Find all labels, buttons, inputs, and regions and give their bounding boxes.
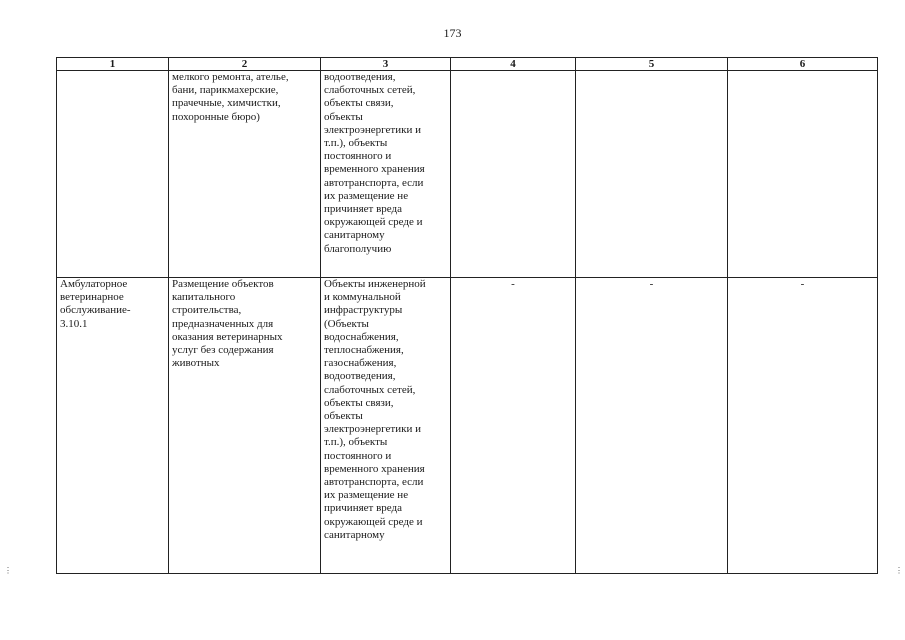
cell-line: похоронные бюро) bbox=[172, 110, 260, 123]
page-number: 173 bbox=[443, 26, 462, 40]
cell-line: благополучию bbox=[324, 242, 392, 255]
cell-line: Объекты инженерной bbox=[324, 278, 426, 290]
column-header: 3 bbox=[321, 58, 451, 71]
param-cell-6: - bbox=[728, 278, 878, 574]
cell-line: электроэнергетики и bbox=[324, 423, 421, 436]
cell-line: постоянного и bbox=[324, 150, 392, 163]
zoning-table bbox=[56, 57, 878, 574]
cell-line: газоснабжения, bbox=[324, 357, 397, 370]
table-header-row bbox=[57, 58, 878, 71]
param-cell-5: - bbox=[576, 278, 728, 574]
cell-line: их размещение не bbox=[324, 189, 409, 202]
cell-line: т.п.), объекты bbox=[324, 137, 388, 150]
cell-line: постоянного и bbox=[324, 449, 392, 462]
param-cell-4 bbox=[451, 71, 576, 278]
column-header: 6 bbox=[728, 58, 878, 71]
param-cell-5 bbox=[576, 71, 728, 278]
cell-line: капитального bbox=[172, 291, 236, 304]
table-row bbox=[57, 71, 878, 278]
cell-line: электроэнергетики и bbox=[324, 123, 421, 136]
cell-line: причиняет вреда bbox=[324, 203, 402, 216]
cell-line: их размещение не bbox=[324, 489, 409, 502]
cell-line: временного хранения bbox=[324, 163, 425, 176]
cell-line: (Объекты bbox=[324, 317, 369, 330]
cell-line: и коммунальной bbox=[324, 291, 401, 304]
cell-line: Амбулаторное bbox=[60, 278, 128, 290]
cell-line: автотранспорта, если bbox=[324, 176, 424, 189]
cell-line: объекты bbox=[324, 410, 363, 423]
column-header: 5 bbox=[576, 58, 728, 71]
cell-line: ветеринарное bbox=[60, 291, 124, 304]
cell-line: водоотведения, bbox=[324, 71, 396, 83]
table-row bbox=[57, 278, 878, 574]
cell-line: прачечные, химчистки, bbox=[172, 97, 281, 110]
cell-line: обслуживание- bbox=[60, 304, 131, 317]
cell-line: окружающей среде и bbox=[324, 515, 423, 528]
cell-line: слаботочных сетей, bbox=[324, 383, 416, 396]
cell-line: объекты связи, bbox=[324, 396, 394, 409]
cell-line: причиняет вреда bbox=[324, 502, 402, 515]
cell-line: теплоснабжения, bbox=[324, 344, 404, 357]
cell-line: предназначенных для bbox=[172, 317, 274, 330]
column-header: 4 bbox=[451, 58, 576, 71]
cell-line: санитарному bbox=[324, 528, 385, 541]
cell-line: 3.10.1 bbox=[60, 317, 88, 330]
cell-line: инфраструктуры bbox=[324, 304, 403, 317]
cell-line: водоснабжения, bbox=[324, 330, 399, 343]
scan-margin-mark: ⋮ bbox=[895, 566, 903, 575]
auxiliary-use-cell bbox=[321, 71, 451, 278]
column-header: 1 bbox=[57, 58, 169, 71]
cell-line: водоотведения, bbox=[324, 370, 396, 383]
param-cell-4: - bbox=[451, 278, 576, 574]
cell-line: услуг без содержания bbox=[172, 344, 274, 357]
cell-line: оказания ветеринарных bbox=[172, 330, 283, 343]
cell-line: т.п.), объекты bbox=[324, 436, 388, 449]
cell-line: бани, парикмахерские, bbox=[172, 84, 279, 97]
cell-line: объекты bbox=[324, 110, 363, 123]
cell-line: автотранспорта, если bbox=[324, 476, 424, 489]
use-type-cell bbox=[57, 278, 169, 574]
cell-line: строительства, bbox=[172, 304, 242, 317]
use-type-cell bbox=[57, 71, 169, 278]
cell-line: санитарному bbox=[324, 229, 385, 242]
cell-line: окружающей среде и bbox=[324, 216, 423, 229]
cell-line: животных bbox=[172, 357, 220, 370]
scan-margin-mark: ⋮ bbox=[4, 566, 12, 575]
cell-line: Размещение объектов bbox=[172, 278, 274, 290]
cell-line: временного хранения bbox=[324, 462, 425, 475]
param-cell-6 bbox=[728, 71, 878, 278]
cell-line: объекты связи, bbox=[324, 97, 394, 110]
cell-line: мелкого ремонта, ателье, bbox=[172, 71, 289, 83]
description-cell bbox=[169, 71, 321, 278]
description-cell bbox=[169, 278, 321, 574]
cell-line: слаботочных сетей, bbox=[324, 84, 416, 97]
auxiliary-use-cell bbox=[321, 278, 451, 574]
column-header: 2 bbox=[169, 58, 321, 71]
